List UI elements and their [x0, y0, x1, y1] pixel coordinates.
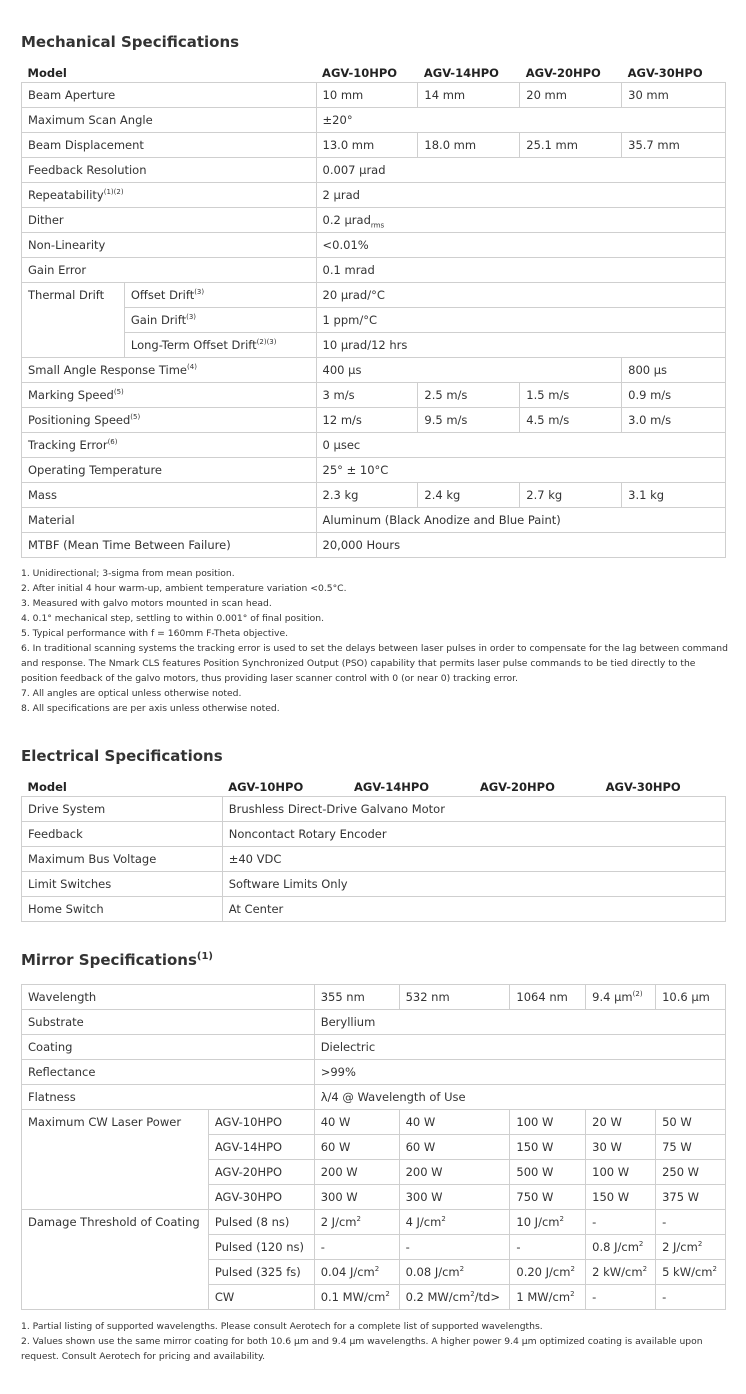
cell: - [586, 1285, 656, 1310]
table-row [22, 408, 726, 433]
table-row [22, 822, 726, 847]
table-row [22, 872, 726, 897]
cell: 2 $kW/cm^2$ [586, 1260, 656, 1285]
cell: 2 µrad [316, 183, 725, 208]
mirror-notes [21, 1319, 703, 1364]
cell: 0.2 $MW/cm^2/td>$ [399, 1285, 510, 1310]
cell: 5 $kW/cm^2$ [656, 1260, 726, 1285]
cell: Aluminum (Black Anodize and Blue Paint) [316, 508, 725, 533]
cell: 1064 nm [510, 985, 586, 1010]
row-label: Coating [22, 1035, 315, 1060]
table-row [22, 258, 726, 283]
sub-label: AGV-14HPO [208, 1135, 314, 1160]
sub-label: Long-Term Offset Drift$^{(2)(3)}$ [124, 333, 316, 358]
cell: Noncontact Rotary Encoder [222, 822, 725, 847]
cell: 25° ± 10°C [316, 458, 725, 483]
cell: 0.08 $J/cm^2$ [399, 1260, 510, 1285]
sub-label: AGV-30HPO [208, 1185, 314, 1210]
table-row [22, 158, 726, 183]
cell: 0.04 $J/cm^2$ [314, 1260, 399, 1285]
row-label: Marking Speed$^{(5)}$ [22, 383, 317, 408]
header-agv20: AGV-20HPO [479, 780, 555, 794]
row-label: Limit Switches [22, 872, 223, 897]
row-label: Drive System [22, 797, 223, 822]
cell: 13.0 mm [316, 133, 418, 158]
cell: 0.20 $J/cm^2$ [510, 1260, 586, 1285]
note: 8. All specifications are per axis unless otherwise noted. [21, 703, 280, 714]
table-row [22, 1085, 726, 1110]
mirror-title: Mirror Specifications$^{(1)}$ [21, 951, 214, 969]
cell: Software Limits Only [222, 872, 725, 897]
cell: >99% [314, 1060, 725, 1085]
cell: - [510, 1235, 586, 1260]
note: and response. The Nmark CLS features Position Synchronized Output (PSO) capability that permits laser pulse commands to be tied directly to the [21, 658, 696, 669]
cell: 12 m/s [316, 408, 418, 433]
cell: - [314, 1235, 399, 1260]
row-label: Feedback [22, 822, 223, 847]
table-row [22, 1110, 726, 1135]
cell: 20 µrad/°C [316, 283, 725, 308]
cell: 100 W [586, 1160, 656, 1185]
cell: 9.5 m/s [418, 408, 520, 433]
note: 2. After initial 4 hour warm-up, ambient temperature variation <0.5°C. [21, 583, 347, 594]
cell: ±20° [316, 108, 725, 133]
mirror-table [21, 984, 726, 1310]
cell: 3.1 kg [622, 483, 726, 508]
row-label: Material [22, 508, 317, 533]
row-label: Mass [22, 483, 317, 508]
electrical-table [21, 778, 726, 922]
note: 1. Partial listing of supported wavelengths. Please consult Aerotech for a complete list of supported wavelengths. [21, 1321, 543, 1332]
note: 5. Typical performance with f = 160mm F-Theta objective. [21, 628, 289, 639]
cell: 75 W [656, 1135, 726, 1160]
table-row [22, 533, 726, 558]
cell: 2 $J/cm^2$ [656, 1235, 726, 1260]
cell: 375 W [656, 1185, 726, 1210]
header-agv14: AGV-14HPO [354, 780, 430, 794]
header-agv10: AGV-10HPO [322, 66, 398, 80]
table-header-row [22, 64, 726, 83]
cell: 300 W [399, 1185, 510, 1210]
table-row [22, 458, 726, 483]
cell: 0.007 µrad [316, 158, 725, 183]
note: 6. In traditional scanning systems the tracking error is used to set the delays between laser pulses in order to compensate for the lag between command [21, 643, 728, 654]
table-row [22, 1210, 726, 1235]
row-label: Beam Displacement [22, 133, 317, 158]
cell: 10.6 µm [656, 985, 726, 1010]
cell: 0.8 $J/cm^2$ [586, 1235, 656, 1260]
header-agv30: AGV-30HPO [627, 66, 703, 80]
cell: 0 µsec [316, 433, 725, 458]
row-label: Thermal Drift [22, 283, 125, 358]
table-row [22, 383, 726, 408]
cell: 40 W [399, 1110, 510, 1135]
note: 7. All angles are optical unless otherwise noted. [21, 688, 242, 699]
cell: 35.7 mm [622, 133, 726, 158]
cell: 100 W [510, 1110, 586, 1135]
note: 1. Unidirectional; 3-sigma from mean position. [21, 568, 235, 579]
cell: 9.4 µm$^{(2)}$ [586, 985, 656, 1010]
row-label: Dither [22, 208, 317, 233]
cell: 0.1 mrad [316, 258, 725, 283]
electrical-title: Electrical Specifications [21, 747, 223, 765]
cell: 1.5 m/s [520, 383, 622, 408]
cell: 355 nm [314, 985, 399, 1010]
cell: 0.2 µrad$_{rms}$ [316, 208, 725, 233]
row-label: Positioning Speed$^{(5)}$ [22, 408, 317, 433]
table-row [22, 108, 726, 133]
row-label: Home Switch [22, 897, 223, 922]
cell: 3 m/s [316, 383, 418, 408]
note: 2. Values shown use the same mirror coating for both 10.6 µm and 9.4 µm wavelengths. A higher power 9.4 µm optimized coating is available upon [21, 1336, 703, 1347]
cell: Brushless Direct-Drive Galvano Motor [222, 797, 725, 822]
header-model: Model [27, 780, 67, 794]
sub-label: Offset Drift$^{(3)}$ [124, 283, 316, 308]
sub-label: AGV-10HPO [208, 1110, 314, 1135]
cell: 1 $MW/cm^2$ [510, 1285, 586, 1310]
cell: At Center [222, 897, 725, 922]
table-row [22, 847, 726, 872]
table-row [22, 1010, 726, 1035]
header-agv20: AGV-20HPO [525, 66, 601, 80]
header-model: Model [27, 66, 67, 80]
cell: - [656, 1285, 726, 1310]
cell: 2.3 kg [316, 483, 418, 508]
cell: 1 ppm/°C [316, 308, 725, 333]
cell: 2.4 kg [418, 483, 520, 508]
cell: 2.5 m/s [418, 383, 520, 408]
table-row [22, 433, 726, 458]
row-label: Gain Error [22, 258, 317, 283]
cell: 50 W [656, 1110, 726, 1135]
sub-label: Pulsed (120 ns) [208, 1235, 314, 1260]
table-header-row [22, 778, 726, 797]
cell: 250 W [656, 1160, 726, 1185]
table-row [22, 508, 726, 533]
cell: 800 µs [622, 358, 726, 383]
table-row [22, 133, 726, 158]
row-label: Tracking Error$^{(6)}$ [22, 433, 317, 458]
table-row [22, 83, 726, 108]
table-row [22, 797, 726, 822]
row-label: Feedback Resolution [22, 158, 317, 183]
cell: 25.1 mm [520, 133, 622, 158]
cell: 10 µrad/12 hrs [316, 333, 725, 358]
table-row [22, 333, 726, 358]
cell: 400 µs [316, 358, 622, 383]
cell: 20,000 Hours [316, 533, 725, 558]
table-row [22, 283, 726, 308]
cell: 60 W [314, 1135, 399, 1160]
cell: 10 mm [316, 83, 418, 108]
cell: - [399, 1235, 510, 1260]
row-label: Damage Threshold of Coating [22, 1210, 209, 1310]
note: 4. 0.1° mechanical step, settling to within 0.001° of final position. [21, 613, 325, 624]
cell: 4.5 m/s [520, 408, 622, 433]
table-row [22, 1060, 726, 1085]
table-row [22, 183, 726, 208]
cell: 500 W [510, 1160, 586, 1185]
note: 3. Measured with galvo motors mounted in scan head. [21, 598, 272, 609]
cell: 20 mm [520, 83, 622, 108]
cell: - [586, 1210, 656, 1235]
cell: 3.0 m/s [622, 408, 726, 433]
row-label: Reflectance [22, 1060, 315, 1085]
table-row [22, 985, 726, 1010]
cell: 300 W [314, 1185, 399, 1210]
cell: 532 nm [399, 985, 510, 1010]
table-row [22, 208, 726, 233]
row-label: MTBF (Mean Time Between Failure) [22, 533, 317, 558]
cell: ±40 VDC [222, 847, 725, 872]
cell: 0.9 m/s [622, 383, 726, 408]
sub-label: Gain Drift$^{(3)}$ [124, 308, 316, 333]
cell: 20 W [586, 1110, 656, 1135]
cell: 0.1 $MW/cm^2$ [314, 1285, 399, 1310]
table-row [22, 897, 726, 922]
row-label: Flatness [22, 1085, 315, 1110]
table-row [22, 358, 726, 383]
row-label: Maximum Bus Voltage [22, 847, 223, 872]
cell: λ/4 @ Wavelength of Use [314, 1085, 725, 1110]
cell: 150 W [586, 1185, 656, 1210]
header-agv30: AGV-30HPO [605, 780, 681, 794]
cell: 150 W [510, 1135, 586, 1160]
mechanical-title: Mechanical Specifications [21, 33, 240, 51]
sub-label: CW [208, 1285, 314, 1310]
header-agv14: AGV-14HPO [423, 66, 499, 80]
cell: 60 W [399, 1135, 510, 1160]
cell: 200 W [399, 1160, 510, 1185]
row-label: Substrate [22, 1010, 315, 1035]
mechanical-notes [21, 566, 728, 716]
cell: - [656, 1210, 726, 1235]
row-label: Non-Linearity [22, 233, 317, 258]
sub-label: Pulsed (325 fs) [208, 1260, 314, 1285]
cell: Beryllium [314, 1010, 725, 1035]
cell: 200 W [314, 1160, 399, 1185]
cell: 30 mm [622, 83, 726, 108]
cell: 4 $J/cm^2$ [399, 1210, 510, 1235]
cell: 18.0 mm [418, 133, 520, 158]
sub-label: Pulsed (8 ns) [208, 1210, 314, 1235]
row-label: Beam Aperture [22, 83, 317, 108]
table-row [22, 483, 726, 508]
row-label: Maximum Scan Angle [22, 108, 317, 133]
header-agv10: AGV-10HPO [228, 780, 304, 794]
cell: 40 W [314, 1110, 399, 1135]
table-row [22, 233, 726, 258]
row-label: Maximum CW Laser Power [22, 1110, 209, 1210]
sub-label: AGV-20HPO [208, 1160, 314, 1185]
cell: 14 mm [418, 83, 520, 108]
row-label: Small Angle Response Time$^{(4)}$ [22, 358, 317, 383]
cell: 2.7 kg [520, 483, 622, 508]
cell: 2 $J/cm^2$ [314, 1210, 399, 1235]
row-label: Operating Temperature [22, 458, 317, 483]
row-label: Wavelength [22, 985, 315, 1010]
cell: 10 $J/cm^2$ [510, 1210, 586, 1235]
cell: 750 W [510, 1185, 586, 1210]
table-row [22, 308, 726, 333]
cell: 30 W [586, 1135, 656, 1160]
table-row [22, 1035, 726, 1060]
note: request. Consult Aerotech for pricing and availability. [21, 1351, 266, 1362]
row-label: Repeatability$^{(1)(2)}$ [22, 183, 317, 208]
cell: <0.01% [316, 233, 725, 258]
note: position feedback of the galvo motors, thus providing laser scanner control with 0 (or near 0) tracking error. [21, 673, 518, 684]
cell: Dielectric [314, 1035, 725, 1060]
mechanical-table [21, 64, 726, 558]
